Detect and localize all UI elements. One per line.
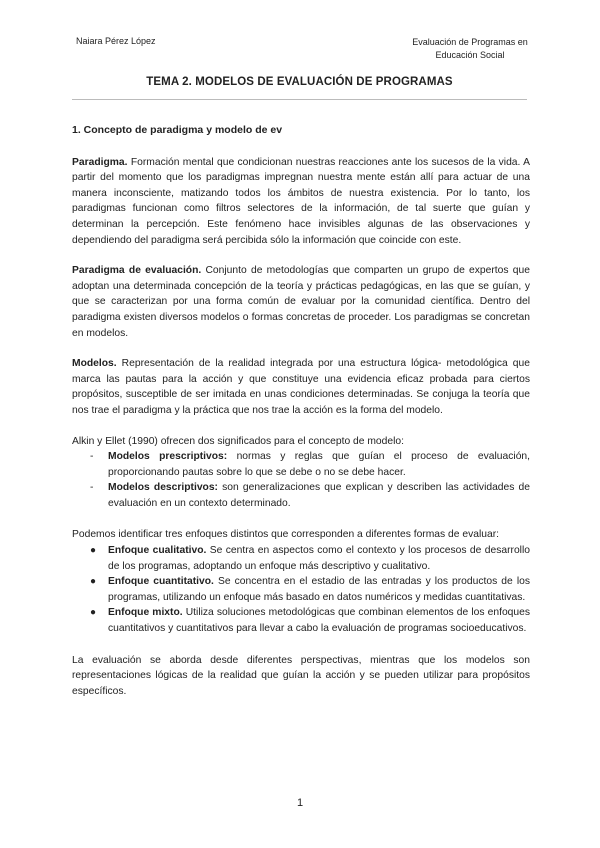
list-item (72, 480, 530, 511)
header-course (411, 36, 529, 62)
list-item-term: Modelos prescriptivos: (108, 451, 228, 463)
bullet-icon: ● (90, 545, 97, 557)
header-course-line2: Educación Social (435, 50, 505, 60)
text-paradigma-evaluacion: Conjunto de metodologías que comparten un grupo de expertos que adoptan una determinada concepción de la teoría y prácticas pedagógicas, en las que se guían, y que se caracterizan por una forma común de evaluar por la comunidad científica. Dentro del paradigma existen diversos modelos o formas concretas de proceder. Los paradigmas se concretan en modelos. (72, 265, 530, 339)
paragraph-paradigma-evaluacion (72, 263, 530, 341)
dash-marker: - (90, 451, 94, 463)
list-item-text: Utiliza soluciones metodológicas que combinan elementos de los enfoques cuantitativos y cuantitativos para llevar a cabo la evaluación de programas socioeducativos. (108, 607, 530, 635)
model-types-list (72, 449, 530, 511)
paragraph-modelos (72, 356, 530, 418)
paragraph-paradigma (72, 155, 530, 249)
list-item (72, 543, 530, 574)
bullet-icon: ● (90, 607, 97, 619)
paragraph-alkin-intro: Alkin y Ellet (1990) ofrecen dos significados para el concepto de modelo: (72, 435, 404, 447)
page-number: 1 (296, 797, 304, 809)
section-heading: 1. Concepto de paradigma y modelo de ev (72, 124, 283, 136)
page-title: TEMA 2. MODELOS DE EVALUACIÓN DE PROGRAMAS (146, 76, 453, 88)
term-paradigma-evaluacion: Paradigma de evaluación. (72, 265, 202, 277)
paragraph-enfoques-intro: Podemos identificar tres enfoques distintos que corresponden a diferentes formas de evaluar: (72, 529, 499, 541)
text-modelos: Representación de la realidad integrada por una estructura lógica- metodológica que marca las pautas para la acción y que constituye una evidencia eficaz probada para ciertos propósitos, susceptible de ser imitada en unas condiciones determinadas. Se conjuga la teoría que nos trae el paradigma y la práctica que nos trae la acción es la forma del modelo. (72, 358, 530, 416)
list-item (72, 574, 530, 605)
list-item-text: son generalizaciones que explican y describen las actividades de evaluación en un contexto determinado. (108, 482, 530, 509)
list-item-text: normas y reglas que guían el proceso de evaluación, proporcionando pautas sobre lo que se debe o no se debe hacer. (108, 451, 531, 478)
document-body (72, 123, 530, 699)
list-item-text: Se concentra en el estadio de las entradas y los productos de los programas, utilizando un enfoque más basado en datos numéricos y medidas cuantitativas. (108, 576, 530, 603)
list-item (72, 605, 530, 636)
enfoques-list (72, 543, 530, 637)
list-item-term: Modelos descriptivos: (108, 482, 218, 494)
text-paradigma: Formación mental que condicionan nuestras reacciones ante los sucesos de la vida. A partir del momento que los paradigmas impregnan nuestra mente están allí para actuar de una manera inconsciente, matizando todos los ámbitos de nuestra existencia. Por lo tanto, los paradigmas funcionan como filtros selectores de la información, de tal suerte que guían y determinan la percepción. Este fenómeno hace invisibles algunas de las observaciones y dependiendo del paradigma será percibida sólo la información que coincide con este. (72, 156, 530, 246)
list-item-term: Enfoque cualitativo. (108, 545, 207, 557)
header-course-line1: Evaluación de Programas en (412, 37, 528, 47)
list-item-text: Se centra en aspectos como el contexto y los procesos de desarrollo de los programas, adoptando un enfoque más descriptivo y cualitativo. (108, 545, 530, 572)
term-paradigma: Paradigma. (72, 156, 128, 168)
paragraph-conclusion: La evaluación se aborda desde diferentes perspectivas, mientras que los modelos son representaciones lógicas de la realidad que guían la acción y se pueden utilizar para propósitos específicos. (72, 654, 530, 697)
list-item-term: Enfoque mixto. (108, 607, 183, 619)
dash-marker: - (90, 482, 94, 494)
title-divider (72, 99, 527, 100)
term-modelos: Modelos. (72, 358, 117, 370)
bullet-icon: ● (90, 576, 97, 588)
list-item-term: Enfoque cuantitativo. (108, 576, 214, 588)
header-author: Naiara Pérez López (76, 36, 156, 46)
list-item (72, 449, 530, 480)
